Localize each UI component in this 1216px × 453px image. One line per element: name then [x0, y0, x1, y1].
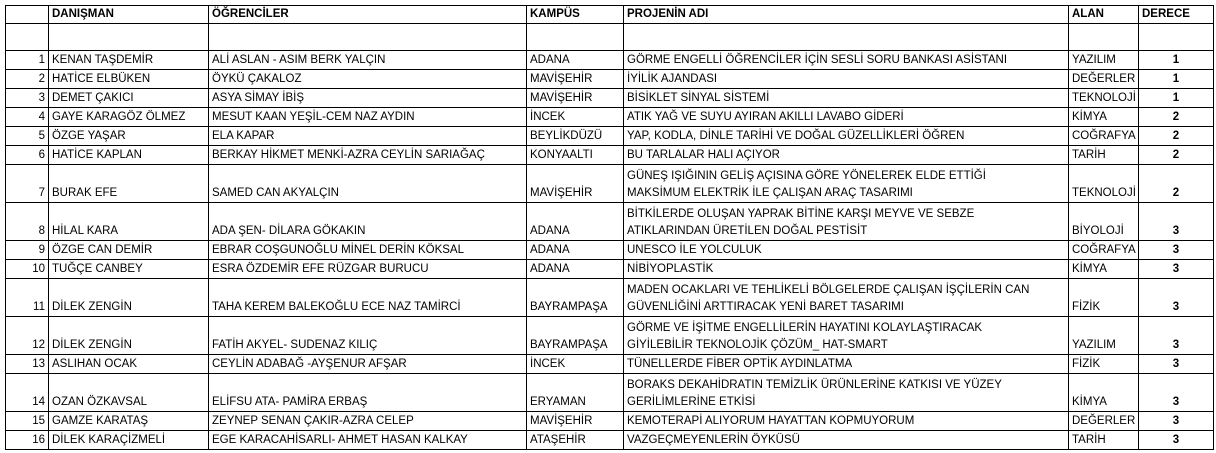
row-number: 4	[6, 108, 49, 127]
area-cell: YAZILIM	[1069, 317, 1139, 355]
area-cell: KİMYA	[1069, 260, 1139, 279]
degree-cell: 3	[1139, 279, 1214, 317]
blank-row	[6, 24, 1214, 51]
table-row	[6, 127, 1214, 146]
project-cell	[624, 165, 1069, 203]
advisor-cell: BURAK EFE	[49, 165, 209, 203]
advisor-cell: DEMET ÇAKICI	[49, 89, 209, 108]
header-area: ALAN	[1069, 6, 1139, 24]
table-row	[6, 165, 1214, 203]
header-row	[6, 6, 1214, 24]
students-cell: ZEYNEP SENAN ÇAKIR-AZRA CELEP	[209, 412, 527, 431]
advisor-cell: DİLEK ZENGİN	[49, 317, 209, 355]
degree-cell: 2	[1139, 146, 1214, 165]
header-students: ÖĞRENCİLER	[209, 6, 527, 24]
table-row	[6, 412, 1214, 431]
students-cell: TAHA KEREM BALEKOĞLU ECE NAZ TAMİRCİ	[209, 279, 527, 317]
row-number: 14	[6, 374, 49, 412]
row-number: 7	[6, 165, 49, 203]
results-table	[5, 5, 1214, 450]
blank-cell	[624, 24, 1069, 51]
blank-cell	[209, 24, 527, 51]
campus-cell: ADANA	[527, 203, 624, 241]
row-number: 12	[6, 317, 49, 355]
campus-cell: KONYAALTI	[527, 146, 624, 165]
project-cell	[624, 374, 1069, 412]
area-cell: KİMYA	[1069, 108, 1139, 127]
project-line: BORAKS DEKAHİDRATIN TEMİZLİK ÜRÜNLERİNE KATKISI VE YÜZEY	[627, 379, 1002, 391]
project-cell	[624, 51, 1069, 70]
students-cell: EGE KARACAHİSARLI- AHMET HASAN KALKAY	[209, 431, 527, 450]
row-number: 11	[6, 279, 49, 317]
project-line: BİTKİLERDE OLUŞAN YAPRAK BİTİNE KARŞI MEYVE VE SEBZE	[627, 208, 975, 220]
campus-cell: ATAŞEHİR	[527, 431, 624, 450]
table-row	[6, 355, 1214, 374]
area-cell: BİYOLOJİ	[1069, 203, 1139, 241]
degree-cell: 3	[1139, 355, 1214, 374]
advisor-cell: DİLEK ZENGİN	[49, 279, 209, 317]
blank-cell	[1069, 24, 1139, 51]
area-cell: TEKNOLOJİ	[1069, 89, 1139, 108]
project-line: GÖRME ENGELLİ ÖĞRENCİLER İÇİN SESLİ SORU BANKASI ASİSTANI	[627, 54, 1008, 66]
project-line: UNESCO İLE YOLCULUK	[627, 244, 762, 256]
area-cell: TEKNOLOJİ	[1069, 165, 1139, 203]
advisor-cell: GAMZE KARATAŞ	[49, 412, 209, 431]
project-line: BİSİKLET SİNYAL SİSTEMİ	[627, 92, 770, 104]
campus-cell: BAYRAMPAŞA	[527, 279, 624, 317]
header-degree: DERECE	[1139, 6, 1214, 24]
advisor-cell: ÖZGE YAŞAR	[49, 127, 209, 146]
project-cell	[624, 146, 1069, 165]
table-row	[6, 317, 1214, 355]
table-row	[6, 89, 1214, 108]
students-cell: ELİFSU ATA- PAMİRA ERBAŞ	[209, 374, 527, 412]
area-cell: YAZILIM	[1069, 51, 1139, 70]
students-cell: ALİ ASLAN - ASIM BERK YALÇIN	[209, 51, 527, 70]
area-cell: TARİH	[1069, 146, 1139, 165]
campus-cell: ADANA	[527, 260, 624, 279]
campus-cell: BAYRAMPAŞA	[527, 317, 624, 355]
degree-cell: 3	[1139, 203, 1214, 241]
campus-cell: MAVİŞEHİR	[527, 165, 624, 203]
project-line: GÜVENLİĞİNİ ARTTIRACAK YENİ BARET TASARIMI	[627, 301, 904, 313]
project-line: GÖRME VE İŞİTME ENGELLİLERİN HAYATINI KOLAYLAŞTIRACAK	[627, 322, 983, 334]
project-line: GERİLİMLERİNE ETKİSİ	[627, 396, 756, 408]
row-number: 5	[6, 127, 49, 146]
area-cell: FİZİK	[1069, 279, 1139, 317]
advisor-cell: HATİCE KAPLAN	[49, 146, 209, 165]
table-body	[6, 24, 1214, 450]
row-number: 8	[6, 203, 49, 241]
project-line: TÜNELLERDE FİBER OPTİK AYDINLATMA	[627, 358, 853, 370]
students-cell: MESUT KAAN YEŞİL-CEM NAZ AYDIN	[209, 108, 527, 127]
advisor-cell: OZAN ÖZKAVSAL	[49, 374, 209, 412]
project-line: ATIK YAĞ VE SUYU AYIRAN AKILLI LAVABO GİDERİ	[627, 111, 904, 123]
header-advisor: DANIŞMAN	[49, 6, 209, 24]
table-row	[6, 51, 1214, 70]
campus-cell: ADANA	[527, 241, 624, 260]
project-line: MADEN OCAKLARI VE TEHLİKELİ BÖLGELERDE ÇALIŞAN İŞÇİLERİN CAN	[627, 284, 1030, 296]
project-cell	[624, 89, 1069, 108]
advisor-cell: TUĞÇE CANBEY	[49, 260, 209, 279]
degree-cell: 3	[1139, 241, 1214, 260]
campus-cell: ADANA	[527, 51, 624, 70]
row-number: 9	[6, 241, 49, 260]
degree-cell: 2	[1139, 127, 1214, 146]
row-number: 3	[6, 89, 49, 108]
area-cell: DEĞERLER	[1069, 70, 1139, 89]
campus-cell: MAVİŞEHİR	[527, 70, 624, 89]
table-row	[6, 279, 1214, 317]
area-cell: TARİH	[1069, 431, 1139, 450]
table-row	[6, 260, 1214, 279]
table-row	[6, 241, 1214, 260]
header-project: PROJENİN ADI	[624, 6, 1069, 24]
blank-cell	[49, 24, 209, 51]
table-row	[6, 431, 1214, 450]
row-number: 15	[6, 412, 49, 431]
row-number: 1	[6, 51, 49, 70]
degree-cell: 3	[1139, 260, 1214, 279]
row-number: 6	[6, 146, 49, 165]
project-cell	[624, 317, 1069, 355]
students-cell: ELA KAPAR	[209, 127, 527, 146]
project-line: NİBİYOPLASTİK	[627, 263, 714, 275]
blank-cell	[527, 24, 624, 51]
students-cell: ADA ŞEN- DİLARA GÖKAKIN	[209, 203, 527, 241]
project-cell	[624, 108, 1069, 127]
advisor-cell: HİLAL KARA	[49, 203, 209, 241]
project-cell	[624, 279, 1069, 317]
degree-cell: 2	[1139, 108, 1214, 127]
students-cell: BERKAY HİKMET MENKİ-AZRA CEYLİN SARIAĞAÇ	[209, 146, 527, 165]
project-cell	[624, 355, 1069, 374]
project-cell	[624, 127, 1069, 146]
project-line: GÜNEŞ IŞIĞININ GELİŞ AÇISINA GÖRE YÖNELEREK ELDE ETTİĞİ	[627, 170, 986, 182]
project-line: YAP, KODLA, DİNLE TARİHİ VE DOĞAL GÜZELLİKLERİ ÖĞREN	[627, 130, 965, 142]
project-cell	[624, 70, 1069, 89]
degree-cell: 3	[1139, 412, 1214, 431]
project-line: KEMOTERAPİ ALIYORUM HAYATTAN KOPMUYORUM	[627, 415, 915, 427]
area-cell: FİZİK	[1069, 355, 1139, 374]
area-cell: COĞRAFYA	[1069, 241, 1139, 260]
students-cell: ÖYKÜ ÇAKALOZ	[209, 70, 527, 89]
students-cell: CEYLİN ADABAĞ -AYŞENUR AFŞAR	[209, 355, 527, 374]
header-campus: KAMPÜS	[527, 6, 624, 24]
blank-cell	[1139, 24, 1214, 51]
header-number	[6, 6, 49, 24]
area-cell: KİMYA	[1069, 374, 1139, 412]
degree-cell: 1	[1139, 89, 1214, 108]
row-number: 13	[6, 355, 49, 374]
degree-cell: 2	[1139, 165, 1214, 203]
degree-cell: 1	[1139, 51, 1214, 70]
project-line: ATIKLARINDAN ÜRETİLEN DOĞAL PESTİSİT	[627, 225, 868, 237]
project-cell	[624, 431, 1069, 450]
students-cell: EBRAR COŞGUNOĞLU MİNEL DERİN KÖKSAL	[209, 241, 527, 260]
students-cell: ESRA ÖZDEMİR EFE RÜZGAR BURUCU	[209, 260, 527, 279]
table-row	[6, 374, 1214, 412]
campus-cell: MAVİŞEHİR	[527, 412, 624, 431]
advisor-cell: GAYE KARAGÖZ ÖLMEZ	[49, 108, 209, 127]
campus-cell: İNCEK	[527, 355, 624, 374]
project-line: VAZGEÇMEYENLERİN ÖYKÜSÜ	[627, 434, 800, 446]
table-row	[6, 203, 1214, 241]
area-cell: COĞRAFYA	[1069, 127, 1139, 146]
project-line: GİYİLEBİLİR TEKNOLOJİK ÇÖZÜM_ HAT-SMART	[627, 339, 888, 351]
degree-cell: 1	[1139, 70, 1214, 89]
advisor-cell: DİLEK KARAÇİZMELİ	[49, 431, 209, 450]
campus-cell: İNCEK	[527, 108, 624, 127]
table-row	[6, 108, 1214, 127]
row-number: 2	[6, 70, 49, 89]
project-cell	[624, 241, 1069, 260]
advisor-cell: KENAN TAŞDEMİR	[49, 51, 209, 70]
campus-cell: MAVİŞEHİR	[527, 89, 624, 108]
table-row	[6, 70, 1214, 89]
blank-cell	[6, 24, 49, 51]
project-cell	[624, 412, 1069, 431]
advisor-cell: ASLIHAN OCAK	[49, 355, 209, 374]
advisor-cell: HATİCE ELBÜKEN	[49, 70, 209, 89]
project-cell	[624, 203, 1069, 241]
project-line: MAKSİMUM ELEKTRİK İLE ÇALIŞAN ARAÇ TASARIMI	[627, 187, 913, 199]
campus-cell: BEYLİKDÜZÜ	[527, 127, 624, 146]
project-cell	[624, 260, 1069, 279]
students-cell: SAMED CAN AKYALÇIN	[209, 165, 527, 203]
degree-cell: 3	[1139, 317, 1214, 355]
degree-cell: 3	[1139, 374, 1214, 412]
table-row	[6, 146, 1214, 165]
row-number: 10	[6, 260, 49, 279]
students-cell: ASYA SİMAY İBİŞ	[209, 89, 527, 108]
area-cell: DEĞERLER	[1069, 412, 1139, 431]
advisor-cell: ÖZGE CAN DEMİR	[49, 241, 209, 260]
project-line: İYİLİK AJANDASI	[627, 73, 718, 85]
project-line: BU TARLALAR HALI AÇIYOR	[627, 149, 780, 161]
students-cell: FATİH AKYEL- SUDENAZ KILIÇ	[209, 317, 527, 355]
degree-cell: 3	[1139, 431, 1214, 450]
campus-cell: ERYAMAN	[527, 374, 624, 412]
row-number: 16	[6, 431, 49, 450]
